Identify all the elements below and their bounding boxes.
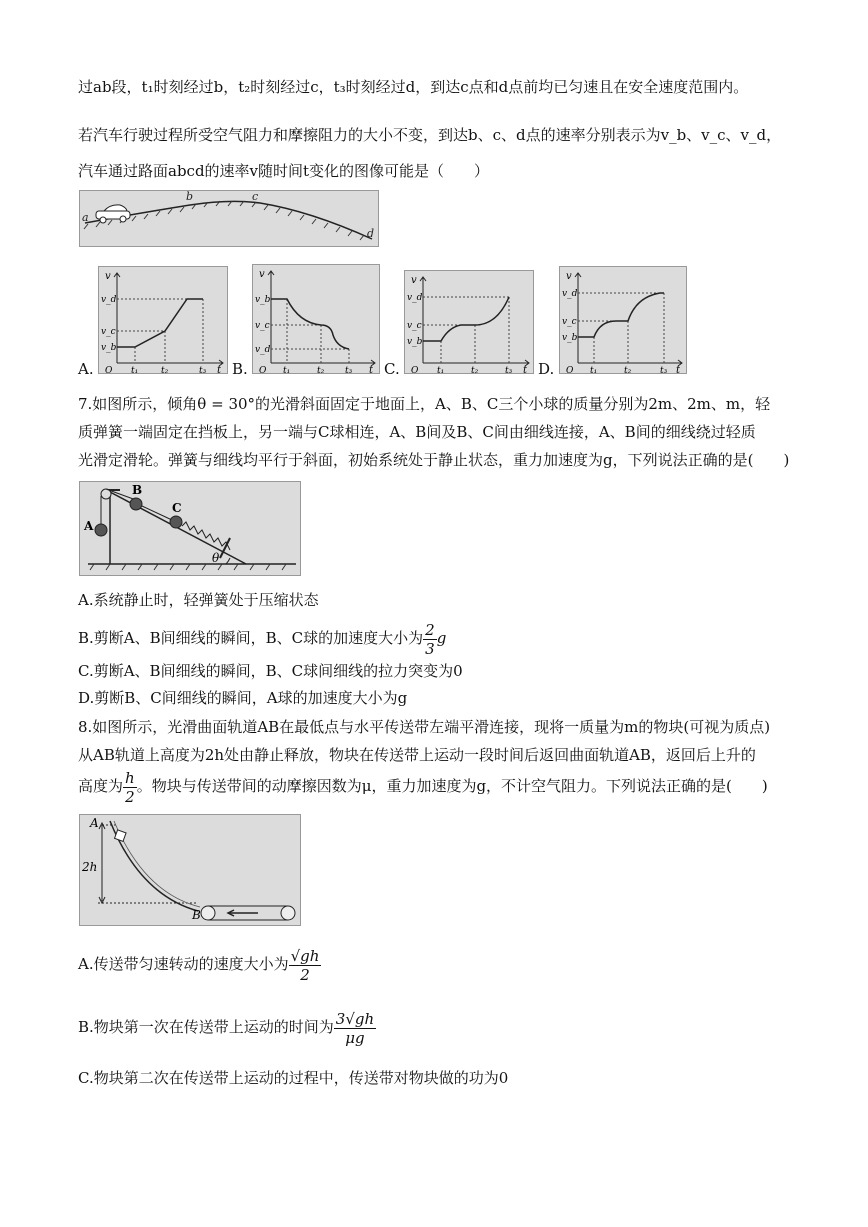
q8-option-a (78, 942, 321, 986)
label-b: B (132, 483, 143, 497)
graph-label-a: A. (78, 360, 94, 378)
q7-text-2: 质弹簧一端固定在挡板上，另一端与C球相连，A、B间及B、C间由细线连接，A、B间的细线绕过轻质 (78, 423, 756, 441)
text-line-3: 汽车通过路面abcd的速率v随时间t变化的图像可能是（ ） (78, 162, 490, 180)
graph-option-c (404, 270, 534, 374)
t2-label: t₂ (317, 366, 325, 373)
label-theta: θ (212, 551, 220, 565)
fraction (123, 769, 137, 806)
vb-label: v_b (101, 343, 117, 353)
graph-label-d: D. (538, 360, 555, 378)
vb-label: v_b (255, 295, 271, 305)
q8-option-c: C.物块第二次在传送带上运动的过程中，传送带对物块做的功为0 (78, 1069, 509, 1087)
vc-label: v_c (101, 327, 116, 337)
axis-v-label: v (105, 271, 111, 282)
graph-option-a (98, 266, 228, 374)
frac-den: 2 (125, 787, 135, 806)
q8-text-3 (78, 766, 768, 806)
road-figure (79, 190, 379, 247)
conveyor-figure (79, 814, 301, 926)
graph-label-c: C. (384, 360, 400, 378)
t2-label: t₂ (471, 366, 479, 373)
frac-den: 3 (425, 639, 435, 658)
q7-text-3: 光滑定滑轮。弹簧与细线均平行于斜面，初始系统处于静止状态，重力加速度为g，下列说法正确的是( ) (78, 451, 790, 469)
road-point-b: b (186, 191, 194, 203)
origin-label: O (566, 366, 574, 373)
label-c: C (172, 501, 182, 515)
t2-label: t₂ (161, 366, 169, 373)
text-line-1: 过ab段，t₁时刻经过b，t₂时刻经过c，t₃时刻经过d，到达c点和d点前均已匀速且在安全速度范围内。 (78, 78, 749, 96)
graph-option-d (559, 266, 687, 374)
car-icon (96, 205, 130, 223)
incline-figure (79, 481, 301, 576)
frac-den: 2 (300, 965, 310, 984)
q8-text-3-prefix: 高度为 (78, 777, 124, 795)
fraction (334, 1010, 376, 1047)
axis-t-label: t (676, 365, 681, 373)
frac-num: 2 (425, 620, 435, 639)
t3-label: t₃ (660, 366, 668, 373)
origin-label: O (259, 366, 267, 373)
graph-label-b: B. (232, 360, 248, 378)
axis-v-label: v (566, 271, 572, 282)
frac-num: √gh (290, 946, 320, 965)
spring (182, 522, 230, 550)
t1-label: t₁ (437, 366, 445, 373)
vd-label: v_d (407, 293, 423, 303)
t1-label: t₁ (131, 366, 139, 373)
label-2h: 2h (82, 860, 98, 874)
frac-num: 3√gh (335, 1009, 375, 1028)
q8-option-a-text: A.传送带匀速转动的速度大小为 (78, 955, 289, 973)
road-point-c: c (252, 191, 259, 203)
road-point-a: a (82, 211, 89, 224)
t3-label: t₃ (345, 366, 353, 373)
q8-option-b-text: B.物块第一次在传送带上运动的时间为 (78, 1018, 334, 1036)
label-b: B (192, 908, 201, 922)
block (115, 830, 127, 842)
frac-num: h (125, 768, 135, 787)
axis-t-label: t (523, 365, 528, 373)
vd-label: v_d (101, 295, 117, 305)
fraction (289, 947, 322, 984)
axis-t-label: t (217, 365, 222, 373)
t3-label: t₃ (199, 366, 207, 373)
t3-label: t₃ (505, 366, 513, 373)
q7-option-d: D.剪断B、C间细线的瞬间，A球的加速度大小为g (78, 689, 408, 707)
origin-label: O (105, 366, 113, 373)
q8-text-1: 8.如图所示，光滑曲面轨道AB在最低点与水平传送带左端平滑连接，现将一质量为m的物块(可视为质点) (78, 718, 771, 736)
q7-option-b-text: B.剪断A、B间细线的瞬间，B、C球的加速度大小为 (78, 629, 424, 647)
axis-v-label: v (411, 275, 417, 286)
t1-label: t₁ (590, 366, 598, 373)
vd-label: v_d (255, 345, 271, 355)
q7-option-b (78, 620, 446, 658)
vc-label: v_c (562, 317, 577, 327)
ball-a (95, 524, 107, 536)
label-a: A (90, 816, 99, 830)
frac-den: μg (345, 1028, 365, 1047)
vb-label: v_b (562, 333, 578, 343)
q8-option-b (78, 1005, 376, 1049)
label-a: A (84, 519, 94, 533)
text-line-2: 若汽车行驶过程所受空气阻力和摩擦阻力的大小不变，到达b、c、d点的速率分别表示为v_b、v_c、v_d， (78, 126, 782, 144)
fraction (423, 621, 437, 658)
ball-c (170, 516, 182, 528)
axis-v-label: v (259, 269, 265, 280)
q7-option-c: C.剪断A、B间细线的瞬间，B、C球间细线的拉力突变为0 (78, 662, 463, 680)
vd-label: v_d (562, 289, 578, 299)
t2-label: t₂ (624, 366, 632, 373)
vb-label: v_b (407, 337, 423, 347)
q8-text-2: 从AB轨道上高度为2h处由静止释放，物块在传送带上运动一段时间后返回曲面轨道AB，返回后上升的 (78, 746, 756, 764)
graph-option-b (252, 264, 380, 374)
q7-option-a: A.系统静止时，轻弹簧处于压缩状态 (78, 591, 319, 609)
axis-t-label: t (369, 365, 374, 373)
vc-label: v_c (407, 321, 422, 331)
ball-b (130, 498, 142, 510)
road-point-d: d (367, 227, 375, 240)
q8-text-3-suffix: 。物块与传送带间的动摩擦因数为μ，重力加速度为g，不计空气阻力。下列说法正确的是( ) (136, 777, 768, 795)
origin-label: O (411, 366, 419, 373)
q7-text-1: 7.如图所示，倾角θ = 30°的光滑斜面固定于地面上，A、B、C三个小球的质量分别为2m、2m、m，轻 (78, 395, 771, 413)
vc-label: v_c (255, 321, 270, 331)
t1-label: t₁ (283, 366, 291, 373)
q7-option-b-suffix: g (436, 629, 447, 647)
